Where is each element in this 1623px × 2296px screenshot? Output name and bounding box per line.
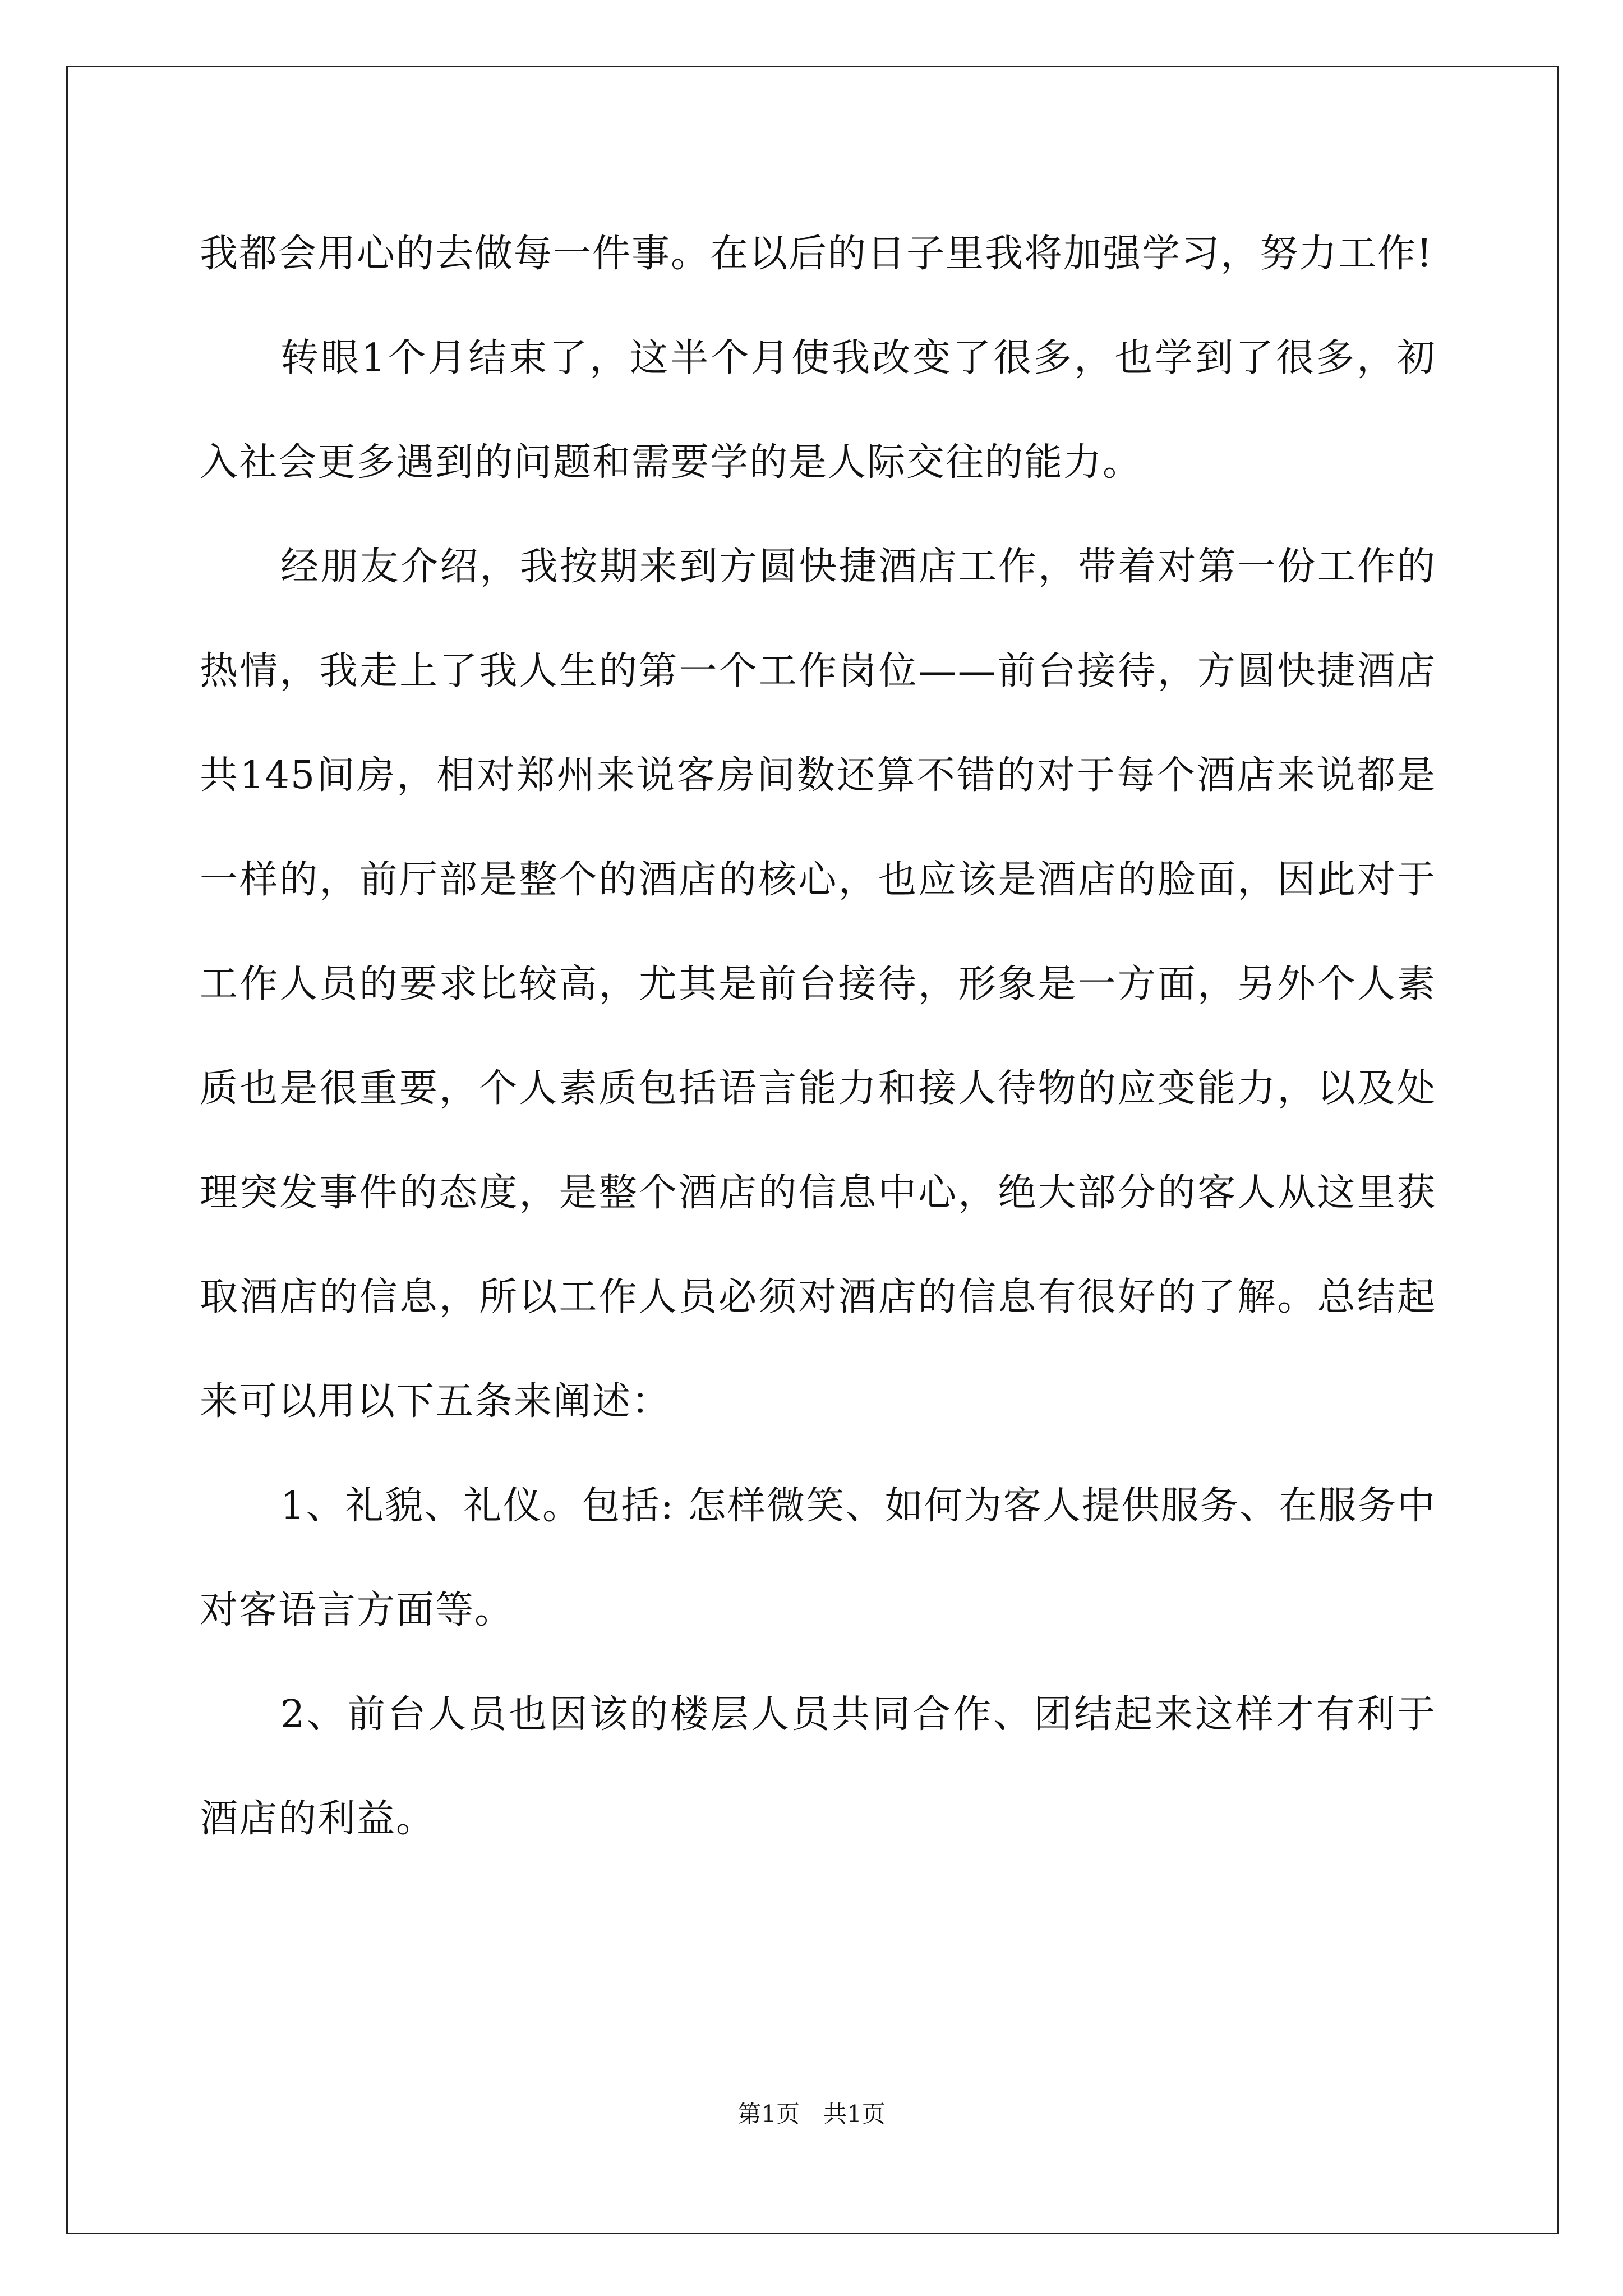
paragraph-1: 我都会用心的去做每一件事。在以后的日子里我将加强学习，努力工作! (200, 232, 1433, 276)
paragraph-4: 1、礼貌、礼仪。包括: 怎样微笑、如何为客人提供服务、在服务中对客语言方面等。 (200, 1484, 1436, 1632)
document-body (200, 202, 1436, 1871)
paragraph-3: 经朋友介绍，我按期来到方圆快捷酒店工作，带着对第一份工作的热情，我走上了我人生的第一个工作岗位——前台接待，方圆快捷酒店共145间房，相对郑州来说客房间数还算不错的对于每个酒店来说都是一样的，前厅部是整个的酒店的核心，也应该是酒店的脸面，因此对于工作人员的要求比较高，尤其是前台接待，形象是一方面，另外个人素质也是很重要，个人素质包括语言能力和接人待物的应变能力，以及处理突发事件的态度，是整个酒店的信息中心，绝大部分的客人从这里获取酒店的信息，所以工作人员必须对酒店的信息有很好的了解。总结起来可以用以下五条来阐述： (200, 545, 1436, 1424)
page-number-footer: 第1页 共1页 (737, 2100, 886, 2128)
paragraph-5: 2、前台人员也因该的楼层人员共同合作、团结起来这样才有利于酒店的利益。 (200, 1692, 1436, 1841)
paragraph-2: 转眼1个月结束了，这半个月使我改变了很多，也学到了很多，初入社会更多遇到的问题和需要学的是人际交往的能力。 (200, 336, 1436, 485)
